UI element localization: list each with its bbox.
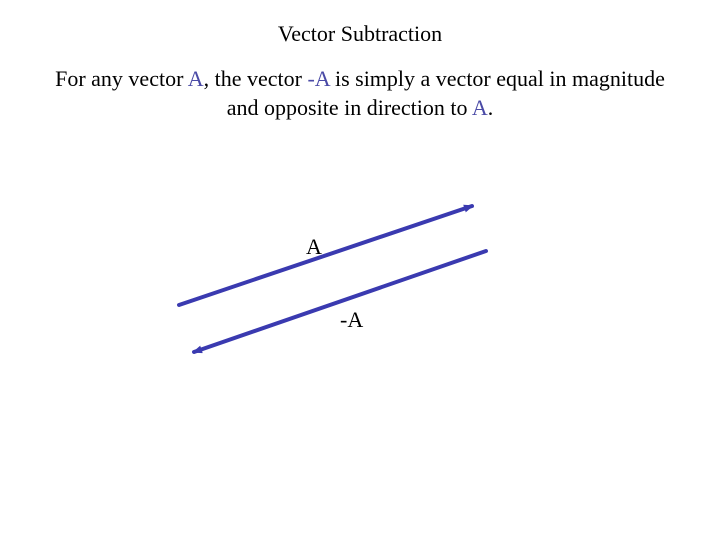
description-vector-a-end: A: [471, 95, 488, 120]
description-text-2: , the vector: [203, 66, 308, 91]
vector-neg-a-label: -A: [340, 307, 364, 332]
description-text-4: .: [487, 95, 494, 120]
slide-title: Vector Subtraction: [277, 21, 443, 46]
description-vector-a: A: [187, 66, 204, 91]
description-vector-neg-a: -A: [307, 66, 330, 91]
vector-neg-a-arrow: [194, 251, 486, 352]
vector-a-arrow: [179, 206, 472, 305]
description-text-3: is simply a vector equal in magnitude and opposite in direction to: [226, 66, 665, 120]
description-text-1: For any vector: [55, 66, 188, 91]
vector-a-label: A: [306, 234, 322, 259]
